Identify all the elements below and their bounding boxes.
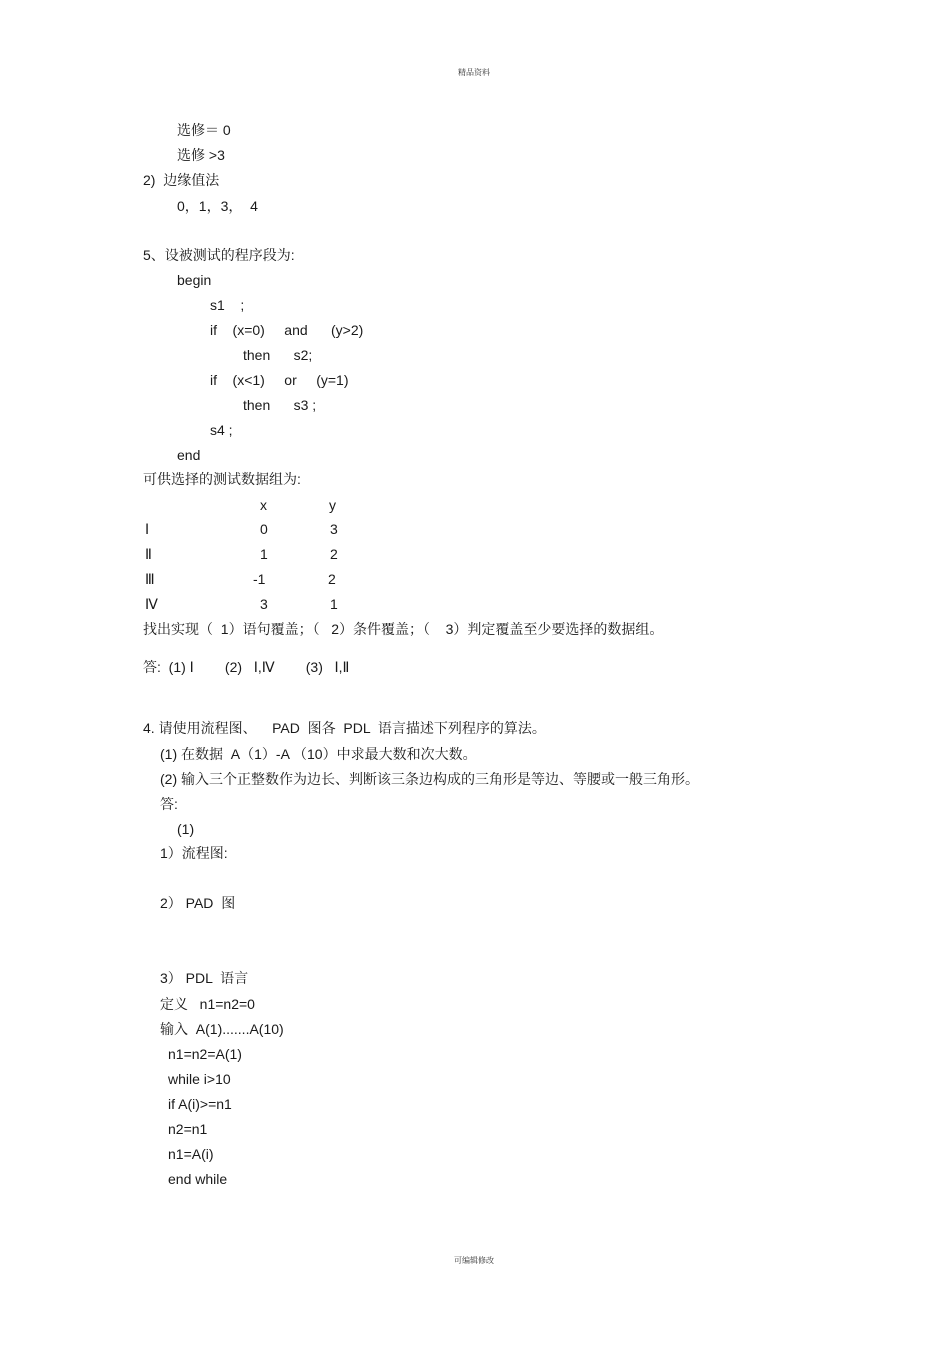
table-cell-x: 1 (260, 546, 268, 562)
table-cell-y: 1 (330, 596, 338, 612)
code-s1: s1 ; (210, 297, 245, 313)
pdl-if: if A(i)>=n1 (168, 1096, 232, 1112)
pdl-assign: n1=n2=A(1) (168, 1046, 242, 1062)
code-if-2: if (x<1) or (y=1) (210, 372, 349, 388)
pdl-while: while i>10 (168, 1071, 231, 1087)
page-footer: 可编辑修改 (454, 1256, 494, 1265)
code-end: end (177, 447, 201, 463)
table-row-label: Ⅳ (145, 596, 158, 612)
pdl-define: 定义 n1=n2=0 (160, 996, 255, 1012)
test-data-intro: 可供选择的测试数据组为: (143, 471, 301, 487)
question-4-part-1: (1) 在数据 A（1）-A （10）中求最大数和次大数。 (160, 746, 477, 762)
code-s4: s4 ; (210, 422, 233, 438)
code-if-1: if (x=0) and (y>2) (210, 322, 364, 338)
question-4-part-2: (2) 输入三个正整数作为边长、判断该三条边构成的三角形是等边、等腰或一般三角形。 (160, 771, 699, 787)
answer-label: 答: (160, 796, 178, 812)
code-then-s2: then s2; (243, 347, 313, 363)
question-5-task: 找出实现（ 1）语句覆盖；（ 2）条件覆盖；（ 3）判定覆盖至少要选择的数据组。 (143, 621, 664, 637)
table-cell-x: 0 (260, 521, 268, 537)
question-4-title: 4. 请使用流程图、 PAD 图各 PDL 语言描述下列程序的算法。 (143, 720, 546, 736)
table-row-label: Ⅰ (145, 521, 150, 537)
line-elective-gt-3: 选修 >3 (177, 147, 225, 163)
pdl-label: 3） PDL 语言 (160, 970, 249, 986)
table-cell-y: 3 (330, 521, 338, 537)
table-row-label: Ⅱ (145, 546, 152, 562)
flowchart-label: 1）流程图: (160, 845, 228, 861)
code-then-s3: then s3 ; (243, 397, 317, 413)
table-cell-x: -1 (253, 571, 266, 587)
question-5-answer: 答: (1) Ⅰ (2) Ⅰ,Ⅳ (3) Ⅰ,Ⅱ (143, 659, 350, 675)
table-header-x: x (260, 497, 267, 513)
pdl-n2-assign: n2=n1 (168, 1121, 208, 1137)
table-cell-y: 2 (328, 571, 336, 587)
line-boundary-method: 2) 边缘值法 (143, 172, 220, 188)
page-header: 精品资料 (458, 68, 490, 77)
line-elective-eq-0: 选修＝ 0 (177, 122, 231, 138)
pdl-input: 输入 A(1).......A(10) (160, 1021, 284, 1037)
answer-part-1: (1) (177, 821, 195, 837)
question-5-title: 5、设被测试的程序段为: (143, 247, 295, 263)
table-row-label: Ⅲ (145, 571, 155, 587)
table-cell-x: 3 (260, 596, 268, 612)
pdl-end-while: end while (168, 1171, 228, 1187)
pdl-n1-assign: n1=A(i) (168, 1146, 214, 1162)
line-boundary-values: 0，1，3， 4 (177, 198, 258, 214)
code-begin: begin (177, 272, 212, 288)
table-header-y: y (329, 497, 336, 513)
pad-label: 2） PAD 图 (160, 895, 236, 911)
table-cell-y: 2 (330, 546, 338, 562)
